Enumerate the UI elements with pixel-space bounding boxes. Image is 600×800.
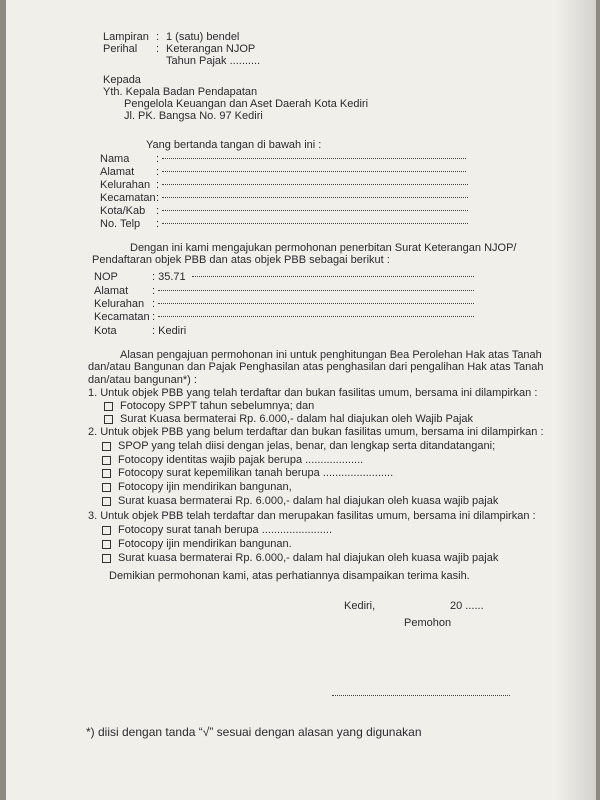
applicant-field-label: Alamat [100, 166, 135, 178]
object-nop-value: : 35.71 [152, 271, 186, 283]
page-shadow [556, 0, 596, 800]
applicant-field-label: Kecamatan [100, 192, 156, 204]
checkbox[interactable] [102, 526, 111, 535]
object-alamat-line[interactable] [158, 290, 474, 291]
closing-place: Kediri, [344, 600, 376, 612]
lampiran-value: 1 (satu) bendel [166, 31, 240, 43]
reasons-intro-line1: Alasan pengajuan permohonan ini untuk penghitungan Bea Perolehan Hak atas Tanah [120, 349, 542, 361]
reasons-intro-line2: dan/atau Bangunan dan Pajak Penghasilan atas penghasilan dari pengalihan Hak atas Tanah [88, 361, 544, 373]
reason-item-label: Surat kuasa bermaterai Rp. 6.000,- dalam hal diajukan oleh kuasa wajib pajak [118, 495, 499, 507]
addressee-kepada: Kepada [103, 74, 141, 86]
perihal-value-line2: Tahun Pajak .......... [166, 55, 261, 67]
reason-item-label: Fotocopy ijin mendirikan bangunan, [118, 481, 292, 493]
applicant-field-colon: : [156, 153, 160, 165]
reason-section-3-title: 3. Untuk objek PBB telah terdaftar dan merupakan fasilitas umum, bersama ini dilampirkan : [88, 510, 536, 522]
checkbox[interactable] [102, 442, 111, 451]
applicant-field-line[interactable] [162, 223, 468, 224]
lampiran-label: Lampiran [103, 31, 149, 43]
checkbox[interactable] [102, 456, 111, 465]
checkbox[interactable] [102, 469, 111, 478]
perihal-label: Perihal [103, 43, 138, 55]
applicant-field-colon: : [156, 166, 160, 178]
object-kecamatan-colon: : [152, 311, 156, 323]
applicant-field-line[interactable] [162, 184, 468, 185]
closing-text: Demikian permohonan kami, atas perhatiannya disampaikan terima kasih. [109, 570, 470, 582]
object-kelurahan-label: Kelurahan [94, 298, 145, 310]
checkbox[interactable] [102, 497, 111, 506]
reason-item-label: Fotocopy identitas wajib pajak berupa ................... [118, 454, 364, 466]
applicant-field-colon: : [156, 218, 160, 230]
reason-item-label: Surat Kuasa bermaterai Rp. 6.000,- dalam hal diajukan oleh Wajib Pajak [120, 413, 474, 425]
reason-item-label: Fotocopy SPPT tahun sebelumnya; dan [120, 400, 315, 412]
reason-item-label: Fotocopy surat tanah berupa ....................... [118, 524, 332, 536]
object-intro-line1: Dengan ini kami mengajukan permohonan penerbitan Surat Keterangan NJOP/ [130, 242, 517, 254]
applicant-field-line[interactable] [162, 210, 468, 211]
applicant-field-colon: : [156, 205, 160, 217]
applicant-field-line[interactable] [162, 158, 466, 159]
object-kecamatan-label: Kecamatan [94, 311, 150, 323]
addressee-line2: Pengelola Keuangan dan Aset Daerah Kota Kediri [124, 98, 369, 110]
applicant-field-colon: : [156, 192, 160, 204]
perihal-value-line1: Keterangan NJOP [166, 43, 256, 55]
object-alamat-colon: : [152, 285, 156, 297]
reason-section-1-title: 1. Untuk objek PBB yang telah terdaftar dan bukan fasilitas umum, bersama ini dilampirkan : [88, 387, 538, 399]
closing-date: 20 ...... [450, 600, 484, 612]
closing-signer: Pemohon [404, 617, 452, 629]
document-page [6, 0, 596, 800]
reason-section-2-title: 2. Untuk objek PBB yang belum terdaftar dan bukan fasilitas umum, bersama ini dilampirkan : [88, 426, 544, 438]
reasons-intro-line3: dan/atau bangunan*) : [88, 374, 197, 386]
applicant-intro: Yang bertanda tangan di bawah ini : [146, 139, 322, 151]
applicant-field-label: Kelurahan [100, 179, 151, 191]
object-kelurahan-colon: : [152, 298, 156, 310]
perihal-colon: : [156, 43, 160, 55]
reason-item-label: Fotocopy surat kepemilikan tanah berupa ....................... [118, 467, 394, 479]
reason-item-label: Fotocopy ijin mendirikan bangunan. [118, 538, 292, 550]
object-kecamatan-line[interactable] [158, 316, 474, 317]
object-alamat-label: Alamat [94, 285, 129, 297]
reason-item-label: Surat kuasa bermaterai Rp. 6.000,- dalam hal diajukan oleh kuasa wajib pajak [118, 552, 499, 564]
object-intro-line2: Pendaftaran objek PBB dan atas objek PBB sebagai berikut : [92, 254, 390, 266]
object-nop-label: NOP [94, 271, 118, 283]
applicant-field-colon: : [156, 179, 160, 191]
footnote: *) diisi dengan tanda “√” sesuai dengan alasan yang digunakan [86, 725, 422, 739]
applicant-field-label: Nama [100, 153, 130, 165]
applicant-field-line[interactable] [162, 171, 466, 172]
checkbox[interactable] [104, 402, 113, 411]
signature-line[interactable] [332, 695, 510, 696]
applicant-field-label: Kota/Kab [100, 205, 146, 217]
lampiran-colon: : [156, 31, 160, 43]
object-kelurahan-line[interactable] [158, 303, 474, 304]
checkbox[interactable] [104, 415, 113, 424]
checkbox[interactable] [102, 540, 111, 549]
checkbox[interactable] [102, 554, 111, 563]
object-kota-value: : Kediri [152, 325, 187, 337]
applicant-field-line[interactable] [162, 197, 468, 198]
reason-item-label: SPOP yang telah diisi dengan jelas, benar, dan lengkap serta ditandatangani; [118, 440, 496, 452]
addressee-line1: Yth. Kepala Badan Pendapatan [103, 86, 258, 98]
checkbox[interactable] [102, 483, 111, 492]
applicant-field-label: No. Telp [100, 218, 141, 230]
object-kota-label: Kota [94, 325, 117, 337]
addressee-line3: Jl. PK. Bangsa No. 97 Kediri [124, 110, 263, 122]
object-nop-line[interactable] [192, 276, 474, 277]
